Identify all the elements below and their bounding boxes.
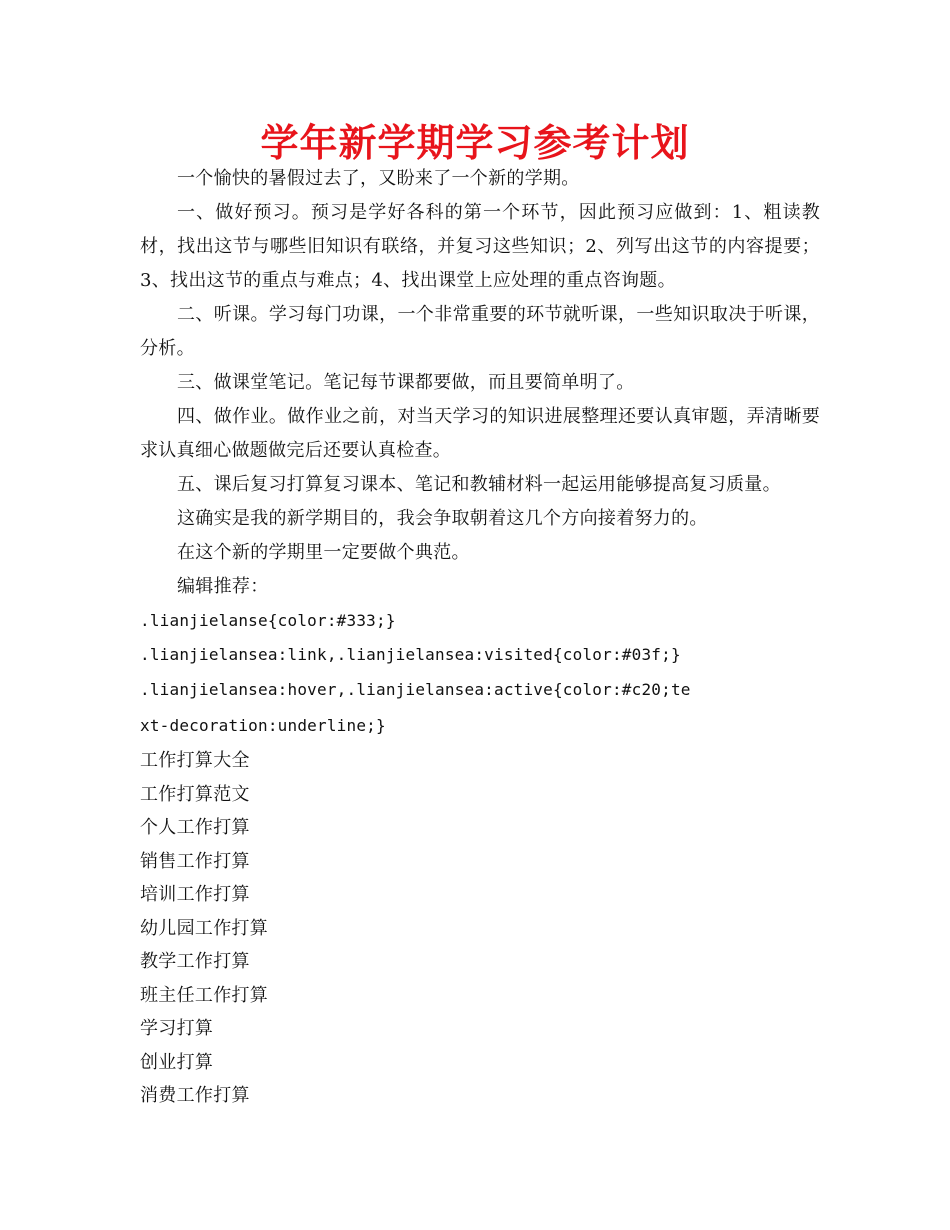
paragraph-listening: 二、听课。学习每门功课，一个非常重要的环节就听课，一些知识取决于听课，分析。 — [140, 304, 820, 359]
recommended-link[interactable]: 创业打算 — [140, 1051, 214, 1073]
editor-recommend-label: 编辑推荐： — [177, 576, 269, 597]
paragraph-homework: 四、做作业。做作业之前，对当天学习的知识进展整理还要认真审题，弄清晰要求认真细心做题做完后还要认真检查。 — [140, 406, 820, 461]
recommended-link[interactable]: 个人工作打算 — [140, 817, 250, 838]
recommended-links-list — [140, 744, 820, 1113]
document-title: 学年新学期学习参考计划 — [260, 121, 690, 165]
recommended-link[interactable]: 培训工作打算 — [140, 884, 250, 905]
recommended-link[interactable]: 幼儿园工作打算 — [140, 917, 269, 939]
paragraph-preview: 一、做好预习。预习是学好各科的第一个环节，因此预习应做到：1、粗读教材，找出这节与哪些旧知识有联络，并复习这些知识；2、列写出这节的内容提要；3、找出这节的重点与难点；4、找出课堂上应处理的重点咨询题。 — [140, 202, 820, 291]
css-code-line: .lianjielanse{color:#333;} — [140, 611, 396, 630]
document-body — [140, 162, 820, 1113]
css-code-line: .lianjielansea:hover,.lianjielansea:active{color:#c20;text-decoration:underline;} — [140, 680, 691, 735]
recommended-link[interactable]: 消费工作打算 — [140, 1085, 250, 1106]
recommended-link[interactable]: 学习打算 — [140, 1018, 214, 1039]
paragraph-model: 在这个新的学期里一定要做个典范。 — [177, 542, 470, 563]
paragraph-intro: 一个愉快的暑假过去了，又盼来了一个新的学期。 — [177, 168, 580, 189]
paragraph-goal: 这确实是我的新学期目的，我会争取朝着这几个方向接着努力的。 — [177, 508, 708, 529]
recommended-link[interactable]: 工作打算大全 — [140, 750, 250, 771]
recommended-link[interactable]: 班主任工作打算 — [140, 984, 269, 1006]
recommended-link[interactable]: 工作打算范文 — [140, 783, 250, 805]
paragraph-review: 五、课后复习打算复习课本、笔记和教辅材料一起运用能够提高复习质量。 — [177, 474, 781, 495]
recommended-link[interactable]: 教学工作打算 — [140, 951, 250, 972]
paragraph-notes: 三、做课堂笔记。笔记每节课都要做，而且要简单明了。 — [177, 372, 635, 393]
css-code-block — [140, 604, 820, 744]
css-code-line: .lianjielansea:link,.lianjielansea:visited{color:#03f;} — [140, 645, 681, 664]
recommended-link[interactable]: 销售工作打算 — [140, 850, 250, 872]
